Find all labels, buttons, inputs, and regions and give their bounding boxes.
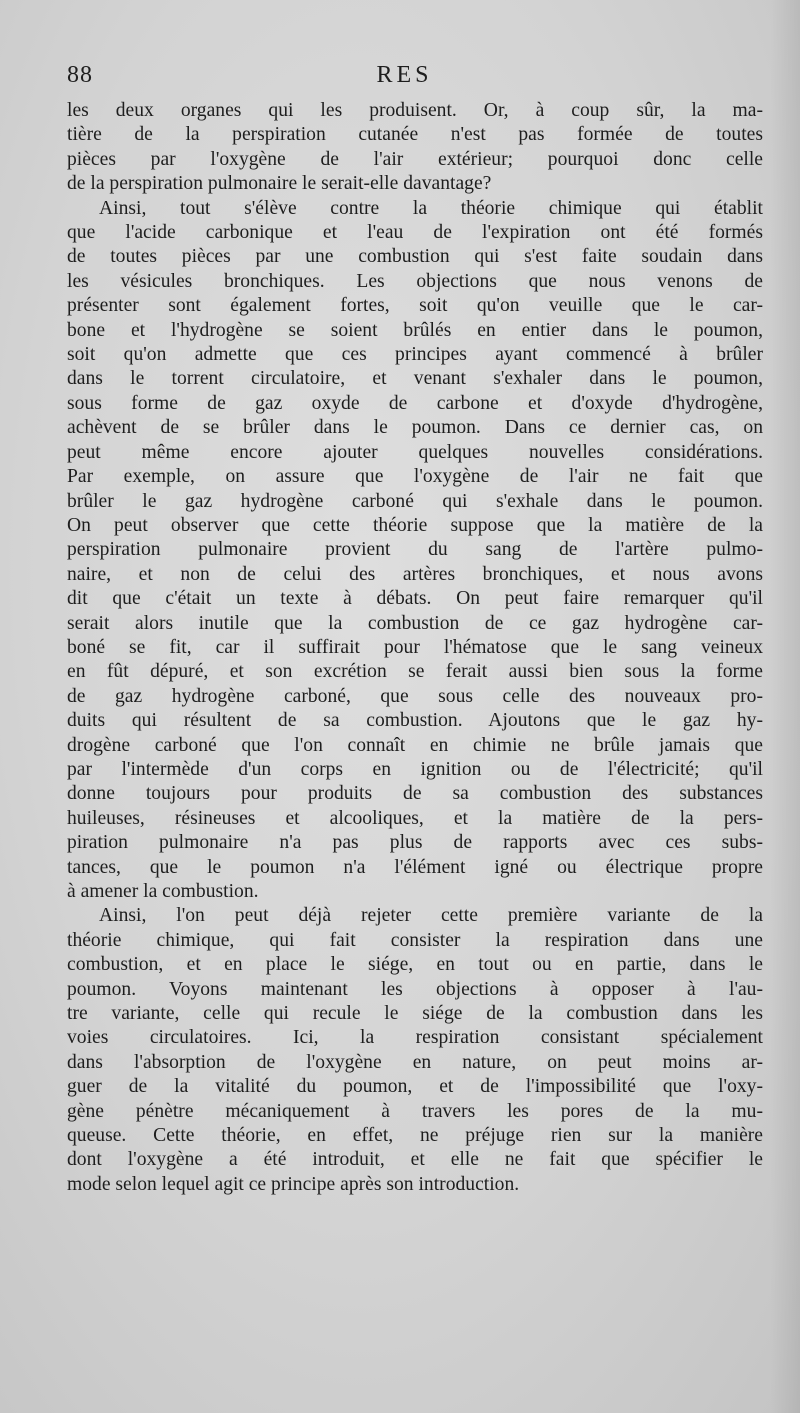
text-line: en fût dépuré, et son excrétion se ferait aussi bien sous la forme	[67, 661, 763, 683]
text-line: guer de la vitalité du poumon, et de l'impossibilité que l'oxy-	[67, 1076, 763, 1098]
text-line: présenter sont également fortes, soit qu'on veuille que le car-	[67, 295, 763, 317]
text-line: tances, que le poumon n'a l'élément igné ou électrique propre	[67, 856, 763, 878]
text-line: bone et l'hydrogène se soient brûlés en entier dans le poumon,	[67, 319, 763, 341]
text-line: achèvent de se brûler dans le poumon. Dans ce dernier cas, on	[67, 417, 763, 439]
text-line: Par exemple, on assure que l'oxygène de l'air ne fait que	[67, 466, 763, 488]
text-line: combustion, et en place le siége, en tout ou en partie, dans le	[67, 954, 763, 976]
page-header	[67, 62, 742, 96]
text-line: gène pénètre mécaniquement à travers les pores de la mu-	[67, 1100, 763, 1122]
text-line: dans l'absorption de l'oxygène en nature, on peut moins ar-	[67, 1051, 763, 1073]
paragraph	[67, 99, 763, 197]
text-line: Ainsi, tout s'élève contre la théorie chimique qui établit	[99, 197, 763, 219]
text-line: On peut observer que cette théorie suppose que la matière de la	[67, 514, 763, 536]
text-line: tre variante, celle qui recule le siége de la combustion dans les	[67, 1003, 763, 1025]
text-line: à amener la combustion.	[67, 881, 259, 902]
text-line: serait alors inutile que la combustion de ce gaz hydrogène car-	[67, 612, 763, 634]
text-line: de gaz hydrogène carboné, que sous celle des nouveaux pro-	[67, 685, 763, 707]
text-line: boné se fit, car il suffirait pour l'hématose que le sang veineux	[67, 636, 763, 658]
text-line: perspiration pulmonaire provient du sang de l'artère pulmo-	[67, 539, 763, 561]
text-line: mode selon lequel agit ce principe après son introduction.	[67, 1173, 520, 1195]
text-line: par l'intermède d'un corps en ignition ou de l'électricité; qu'il	[67, 758, 763, 780]
running-head: RES	[376, 62, 433, 88]
text-line: donne toujours pour produits de sa combustion des substances	[67, 783, 763, 805]
text-line: théorie chimique, qui fait consister la respiration dans une	[67, 929, 763, 951]
page-edge-shadow	[770, 0, 800, 1413]
body-text	[67, 99, 763, 1197]
text-line: sous forme de gaz oxyde de carbone et d'oxyde d'hydrogène,	[67, 392, 763, 414]
text-line: naire, et non de celui des artères bronchiques, et nous avons	[67, 563, 763, 585]
text-line: duits qui résultent de sa combustion. Ajoutons que le gaz hy-	[67, 710, 763, 732]
text-line: les vésicules bronchiques. Les objections que nous venons de	[67, 270, 763, 292]
text-line: les deux organes qui les produisent. Or, à coup sûr, la ma-	[67, 100, 763, 121]
text-line: piration pulmonaire n'a pas plus de rapports avec ces subs-	[67, 832, 763, 854]
text-line: soit qu'on admette que ces principes ayant commencé à brûler	[67, 344, 763, 366]
text-line: dit que c'était un texte à débats. On peut faire remarquer qu'il	[67, 588, 763, 610]
page-number: 88	[67, 62, 93, 88]
text-line: dans le torrent circulatoire, et venant s'exhaler dans le poumon,	[67, 368, 763, 390]
text-line: Ainsi, l'on peut déjà rejeter cette première variante de la	[99, 905, 763, 927]
text-line: queuse. Cette théorie, en effet, ne préjuge rien sur la manière	[67, 1125, 763, 1147]
text-line: de la perspiration pulmonaire le serait-elle davantage?	[67, 173, 492, 195]
text-line: poumon. Voyons maintenant les objections à opposer à l'au-	[67, 978, 763, 1000]
text-line: voies circulatoires. Ici, la respiration consistant spécialement	[67, 1027, 763, 1049]
text-line: dont l'oxygène a été introduit, et elle ne fait que spécifier le	[67, 1149, 763, 1171]
text-line: brûler le gaz hydrogène carboné qui s'exhale dans le poumon.	[67, 490, 763, 512]
text-line: huileuses, résineuses et alcooliques, et la matière de la pers-	[67, 807, 763, 829]
text-line: peut même encore ajouter quelques nouvelles considérations.	[67, 441, 763, 463]
paragraph	[67, 197, 763, 905]
text-line: drogène carboné que l'on connaît en chimie ne brûle jamais que	[67, 734, 763, 756]
text-line: pièces par l'oxygène de l'air extérieur; pourquoi donc celle	[67, 148, 763, 170]
text-line: tière de la perspiration cutanée n'est pas formée de toutes	[67, 124, 763, 146]
text-line: de toutes pièces par une combustion qui s'est faite soudain dans	[67, 246, 763, 268]
paragraph	[67, 904, 763, 1197]
text-line: que l'acide carbonique et l'eau de l'expiration ont été formés	[67, 222, 763, 244]
